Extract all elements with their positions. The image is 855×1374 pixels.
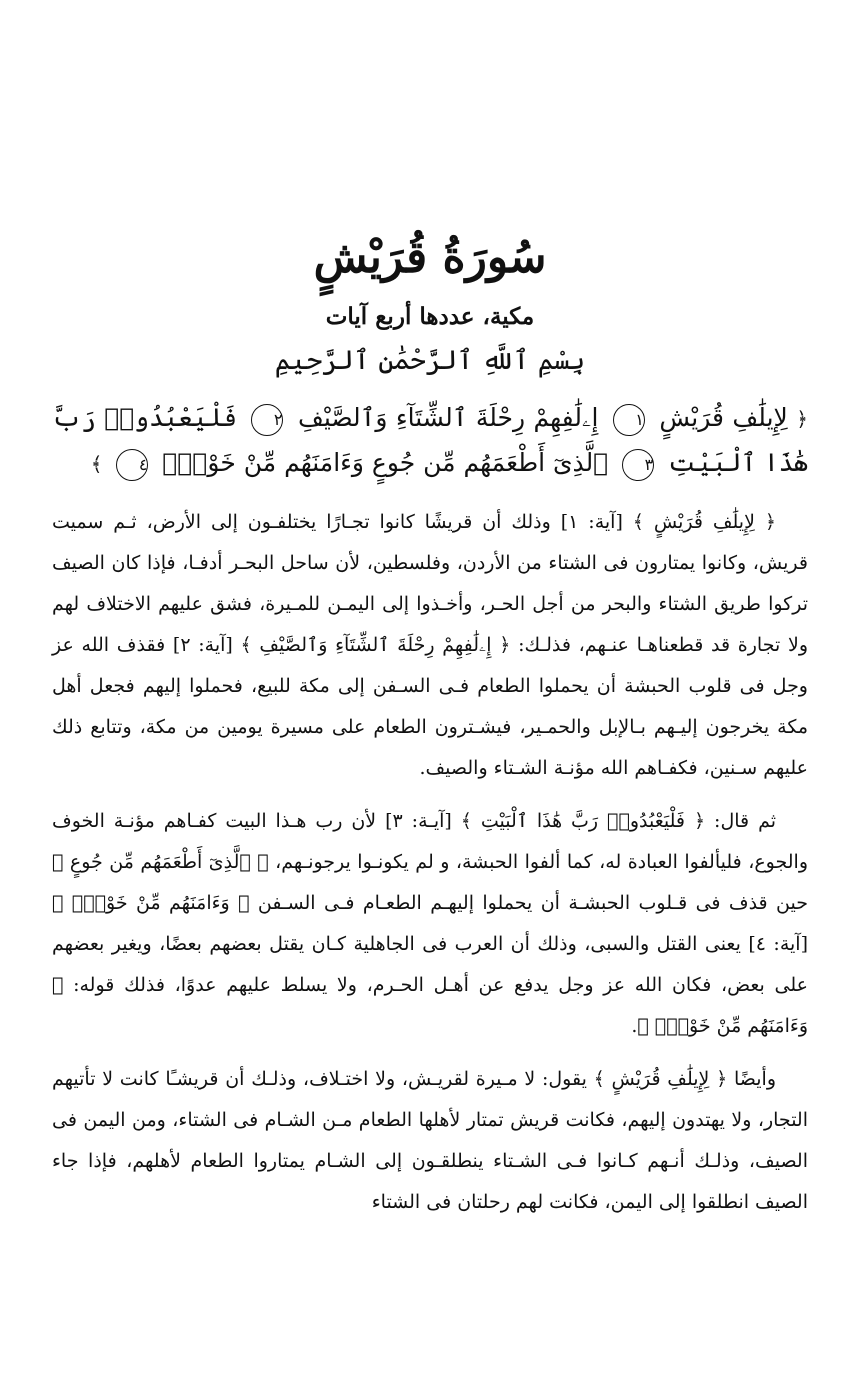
ayah-text-4: ٱلَّذِىٓ أَطْعَمَهُم مِّن جُوعٍ وَءَامَنَهُم مِّنْ خَوْفٍۭ xyxy=(162,448,609,477)
ayah-number-4: ٤ xyxy=(116,449,148,481)
ornament-open: ﴿ xyxy=(796,407,808,431)
ayah-text-2: إِۦلَٰفِهِمْ رِحْلَةَ ٱلشِّتَآءِ وَٱلصَّيْفِ xyxy=(297,403,599,432)
basmala: بِسْمِ ٱللَّهِ ٱلرَّحْمَٰنِ ٱلرَّحِيمِ xyxy=(274,345,586,376)
tafsir-body xyxy=(52,502,808,1223)
tafsir-paragraph-2: ثم قال: ﴿ فَلْيَعْبُدُوا۟ رَبَّ هَٰذَا ٱلْبَيْتِ ﴾ [آيـة: ٣] لأن رب هـذا البيت كفـاهم مؤنـة الخوف والجوع، فليألفوا العبادة له، كما ألفوا الحبشة، و لم يكونـوا يرجونـهم، ﴿ ٱلَّذِىٓ أَطْعَمَهُم مِّن جُوعٍ ﴾ حين قذف فى قـلوب الحبشـة أن يحملوا إليهـم الطعـام فـى السـفن ﴿ وَءَامَنَهُم مِّنْ خَوْفٍۭ ﴾ [آية: ٤] يعنى القتل والسبى، وذلك أن العرب فى الجاهلية كـان يقتل بعضهم بعضًا، ويغير بعضهم على بعض، فكان الله عز وجل يدفع عن أهـل الحـرم، ولا يسلط عليهم عدوًا، فذلك قوله: ﴿ وَءَامَنَهُم مِّنْ خَوْفٍۭ ﴾. xyxy=(52,810,808,1037)
ayah-number-3: ٣ xyxy=(622,449,654,481)
ayah-number-1: ١ xyxy=(613,404,645,436)
ayah-number-2: ٢ xyxy=(251,404,283,436)
tafsir-paragraph-1: ﴿ لِإِيلَٰفِ قُرَيْشٍ ﴾ [آية: ١] وذلك أن قريشًا كانوا تجـارًا يختلفـون إلى الأرض، ثـم سميت قريش، وكانوا يمتارون فى الشتاء من الأردن، وفلسطين، لأن ساحل البحـر أدفـا، فإذا كان الصيف تركوا طريق الشتاء والبحر من أجل الحـر، وأخـذوا إلى اليمـن للمـيرة، فشق عليهم الاختلاف لهم ولا تجارة قد قطعناهـا عنـهم، فذلـك: ﴿ إِۦلَٰفِهِمْ رِحْلَةَ ٱلشِّتَآءِ وَٱلصَّيْفِ ﴾ [آية: ٢] فقذف الله عز وجل فى قلوب الحبشة أن يحملوا الطعام فـى السـفن إلى مكة للبيع، فحملوا إليهم فجعل أهل مكة يخرجون إليـهم بـالإبل والحمـير، فيشـترون الطعام على مسيرة يومين من مكة، وتتابع ذلك عليهم سـنين، فكفـاهم الله مؤنـة الشـتاء والصيف. xyxy=(52,511,808,779)
page xyxy=(52,228,808,1348)
ayat-block xyxy=(52,396,808,492)
ornament-close: ﴾ xyxy=(90,452,103,476)
surah-meta: مكية، عددها أربع آيات xyxy=(325,303,535,330)
ayah-text-1: لِإِيلَٰفِ قُرَيْشٍ xyxy=(659,403,788,432)
tafsir-paragraph-3: وأيضًا ﴿ لِإِيلَٰفِ قُرَيْشٍ ﴾ يقول: لا مـيرة لقريـش، ولا اختـلاف، وذلـك أن قريشـًا كانت لا تأتيهم التجار، ولا يهتدون إليهم، فكانت قريش تمتار لأهلها الطعام مـن الشـام فى الشتاء، ومن اليمن فى الصيف، وذلـك أنـهم كـانوا فـى الشـتاء ينطلقـون إلى الشـام يمتاروا الطعام لأهلهم، فإذا جاء الصيف انطلقوا إلى اليمن، فكانت لهم رحلتان فى الشتاء xyxy=(52,1068,808,1213)
surah-title: سُورَةُ قُرَيْشٍ xyxy=(313,232,547,283)
ayah-text-3: فَلْيَعْبُدُوا۟ رَبَّ هَٰذَا ٱلْبَيْتِ xyxy=(52,403,808,477)
